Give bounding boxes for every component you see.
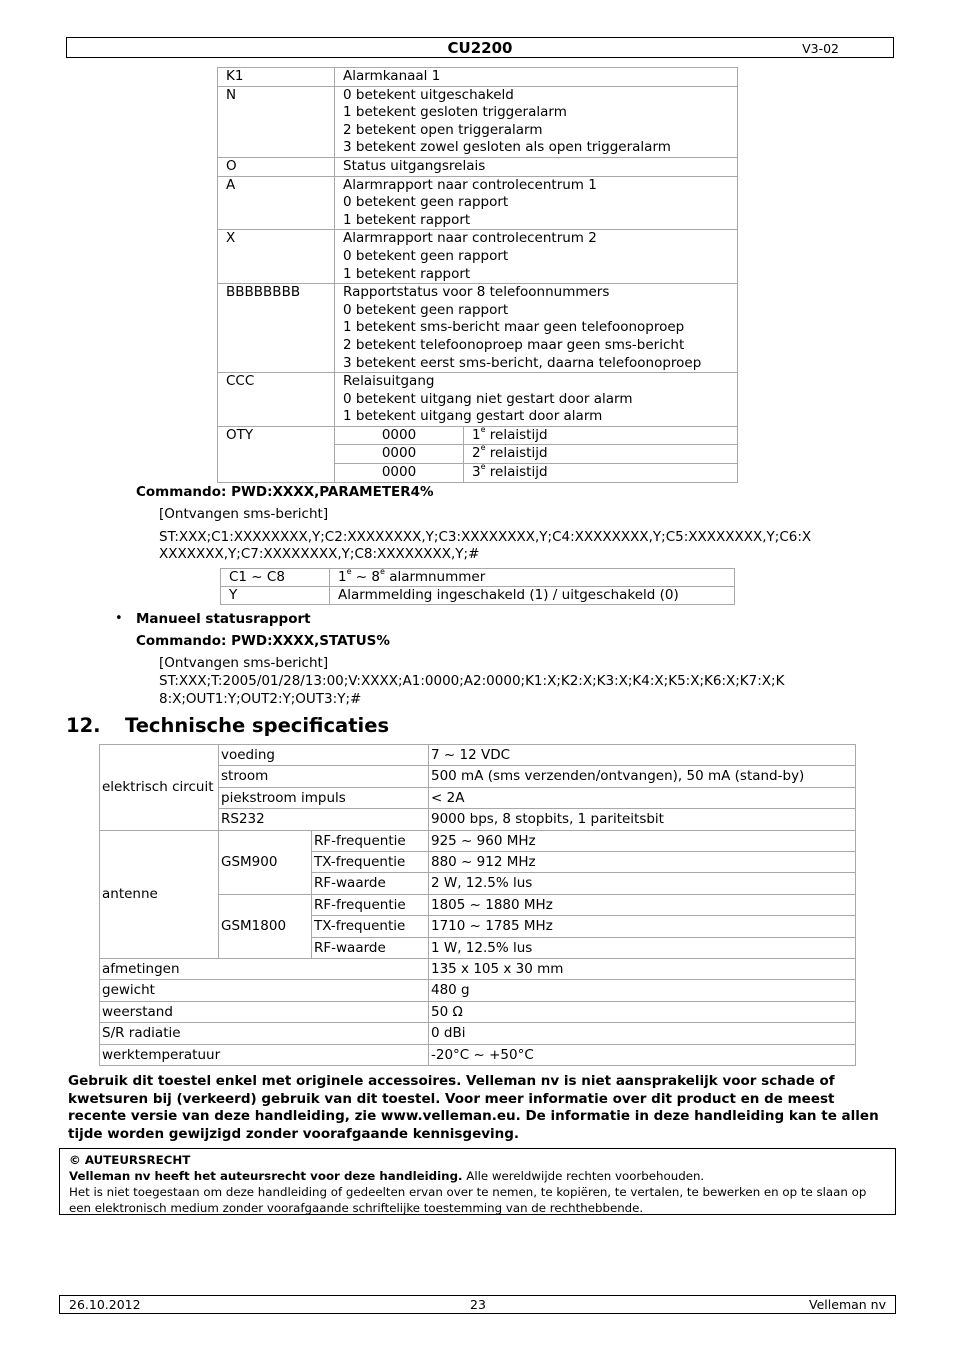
copyright-text: Het is niet toegestaan om deze handleiding of gedeelten ervan over te nemen, te kopiëren, te vertalen, te bewerken en op te slaan op een elektronisch medium zonder voorafgaande schriftelijke toestemming van de rechthebbende. bbox=[69, 1185, 867, 1215]
code-key: K1 bbox=[218, 68, 335, 87]
description-line: Alarmrapport naar controlecentrum 2 bbox=[343, 230, 597, 247]
description-line: 3 betekent zowel gesloten als open triggeralarm bbox=[343, 139, 671, 156]
parameter4-message-line2: XXXXXXX,Y;C7:XXXXXXXX,Y;C8:XXXXXXXX,Y;# bbox=[159, 546, 480, 562]
code-key: N bbox=[218, 86, 335, 157]
footer-date: 26.10.2012 bbox=[69, 1297, 141, 1312]
table-row bbox=[218, 230, 738, 284]
code-key: O bbox=[218, 157, 335, 176]
spec-value: 9000 bps, 8 stopbits, 1 pariteitsbit bbox=[429, 809, 856, 830]
parameter4-message-line1: ST:XXX;C1:XXXXXXXX,Y;C2:XXXXXXXX,Y;C3:XXXXXXXX,Y;C4:XXXXXXXX,Y;C5:XXXXXXXX,Y;C6:X bbox=[159, 529, 812, 545]
parameter4-table bbox=[220, 568, 735, 605]
table-row bbox=[218, 157, 738, 176]
description-line: Alarmrapport naar controlecentrum 1 bbox=[343, 176, 597, 193]
code-description bbox=[335, 86, 738, 157]
relay-label: 2e relaistijd bbox=[464, 445, 738, 464]
table-row bbox=[218, 86, 738, 157]
spec-value: 1710 ~ 1785 MHz bbox=[429, 916, 856, 937]
spec-value: < 2A bbox=[429, 787, 856, 808]
table-row bbox=[100, 1023, 856, 1044]
description-line: Relaisuitgang bbox=[343, 373, 435, 390]
table-row bbox=[221, 569, 735, 587]
spec-label: RF-frequentie bbox=[312, 830, 429, 851]
description-line: 1 betekent uitgang gestart door alarm bbox=[343, 408, 603, 425]
spec-label: piekstroom impuls bbox=[219, 787, 429, 808]
table-row bbox=[218, 426, 738, 445]
doc-title: CU2200 bbox=[447, 39, 513, 57]
table-row bbox=[100, 959, 856, 980]
status-report-title: Manueel statusrapport bbox=[136, 611, 311, 627]
relay-value: 0000 bbox=[335, 464, 464, 483]
description-line: 1 betekent gesloten triggeralarm bbox=[343, 104, 567, 121]
code-description bbox=[335, 176, 738, 230]
spec-group-label: antenne bbox=[100, 830, 219, 958]
table-row bbox=[218, 68, 738, 87]
usage-notice: Gebruik dit toestel enkel met originele accessoires. Velleman nv is niet aansprakelijk voor schade of kwetsuren bij (verkeerd) gebruik van dit toestel. Voor meer informatie over dit product en de meest recente versie van deze handleiding, zie www.velleman.eu. De informatie in deze handleiding kan te allen tijde worden gewijzigd zonder voorafgaande kennisgeving. bbox=[68, 1073, 879, 1142]
spec-value: 7 ~ 12 VDC bbox=[429, 745, 856, 766]
code-description bbox=[335, 373, 738, 427]
spec-value: 2 W, 12.5% lus bbox=[429, 873, 856, 894]
spec-value: -20°C ~ +50°C bbox=[429, 1044, 856, 1065]
status-report-command: Commando: PWD:XXXX,STATUS% bbox=[136, 633, 390, 649]
spec-label: RF-waarde bbox=[312, 937, 429, 958]
spec-label: S/R radiatie bbox=[100, 1023, 429, 1044]
description-line: 0 betekent geen rapport bbox=[343, 194, 509, 211]
table-row bbox=[218, 284, 738, 373]
description-line: Status uitgangsrelais bbox=[343, 157, 486, 174]
page-footer bbox=[59, 1295, 896, 1314]
spec-label: TX-frequentie bbox=[312, 916, 429, 937]
spec-value: 1805 ~ 1880 MHz bbox=[429, 894, 856, 915]
table-row bbox=[100, 1044, 856, 1065]
page-header bbox=[66, 37, 894, 58]
description-line: 0 betekent uitgang niet gestart door alarm bbox=[343, 390, 633, 407]
description-line: 0 betekent uitgeschakeld bbox=[343, 86, 514, 103]
param-key: Y bbox=[221, 587, 330, 605]
description-line: Rapportstatus voor 8 telefoonnummers bbox=[343, 284, 610, 301]
spec-value: 880 ~ 912 MHz bbox=[429, 852, 856, 873]
table-row bbox=[221, 587, 735, 605]
specs-table bbox=[99, 744, 856, 1066]
spec-subgroup-label: GSM1800 bbox=[219, 894, 312, 958]
description-line: 0 betekent geen rapport bbox=[343, 301, 509, 318]
relay-label: 3e relaistijd bbox=[464, 464, 738, 483]
param-value: 1e ~ 8e alarmnummer bbox=[330, 569, 735, 587]
spec-value: 50 Ω bbox=[429, 1001, 856, 1022]
spec-label: RF-frequentie bbox=[312, 894, 429, 915]
spec-label: voeding bbox=[219, 745, 429, 766]
spec-value: 135 x 105 x 30 mm bbox=[429, 959, 856, 980]
section-number: 12. bbox=[66, 714, 101, 737]
table-row bbox=[218, 176, 738, 230]
section-heading bbox=[66, 714, 389, 737]
description-line: 1 betekent sms-bericht maar geen telefoonoproep bbox=[343, 319, 685, 336]
spec-label: RS232 bbox=[219, 809, 429, 830]
code-description bbox=[335, 230, 738, 284]
relay-label: 1e relaistijd bbox=[464, 426, 738, 445]
relay-value: 0000 bbox=[335, 426, 464, 445]
status-code-table bbox=[217, 67, 738, 483]
spec-value: 925 ~ 960 MHz bbox=[429, 830, 856, 851]
table-row bbox=[100, 745, 856, 766]
copyright-title: © AUTEURSRECHT bbox=[69, 1153, 191, 1167]
description-line: 0 betekent geen rapport bbox=[343, 247, 509, 264]
spec-label: RF-waarde bbox=[312, 873, 429, 894]
code-key: A bbox=[218, 176, 335, 230]
copyright-statement: Velleman nv heeft het auteursrecht voor deze handleiding. Alle wereldwijde rechten voorbehouden. bbox=[69, 1169, 705, 1183]
description-line: Alarmkanaal 1 bbox=[343, 68, 441, 84]
description-line: 1 betekent rapport bbox=[343, 211, 471, 228]
table-row bbox=[100, 980, 856, 1001]
footer-company: Velleman nv bbox=[809, 1297, 886, 1312]
spec-label: afmetingen bbox=[100, 959, 429, 980]
page-number: 23 bbox=[470, 1297, 486, 1312]
spec-label: werktemperatuur bbox=[100, 1044, 429, 1065]
code-key: OTY bbox=[218, 426, 335, 482]
spec-label: TX-frequentie bbox=[312, 852, 429, 873]
bullet-icon: • bbox=[115, 611, 123, 626]
param-key: C1 ~ C8 bbox=[221, 569, 330, 587]
spec-value: 0 dBi bbox=[429, 1023, 856, 1044]
code-key: X bbox=[218, 230, 335, 284]
relay-value: 0000 bbox=[335, 445, 464, 464]
param-value: Alarmmelding ingeschakeld (1) / uitgeschakeld (0) bbox=[330, 587, 735, 605]
table-row bbox=[218, 373, 738, 427]
status-message-line1: ST:XXX;T:2005/01/28/13:00;V:XXXX;A1:0000;A2:0000;K1:X;K2:X;K3:X;K4:X;K5:X;K6:X;K7:X;K bbox=[159, 673, 785, 689]
parameter4-received-label: [Ontvangen sms-bericht] bbox=[159, 506, 329, 522]
spec-label: weerstand bbox=[100, 1001, 429, 1022]
status-message-line2: 8:X;OUT1:Y;OUT2:Y;OUT3:Y;# bbox=[159, 691, 362, 707]
spec-value: 480 g bbox=[429, 980, 856, 1001]
parameter4-command: Commando: PWD:XXXX,PARAMETER4% bbox=[136, 484, 434, 500]
spec-value: 1 W, 12.5% lus bbox=[429, 937, 856, 958]
copyright-box bbox=[59, 1148, 896, 1215]
section-title: Technische specificaties bbox=[125, 714, 390, 737]
spec-subgroup-label: GSM900 bbox=[219, 830, 312, 894]
description-line: 2 betekent telefoonoproep maar geen sms-bericht bbox=[343, 336, 685, 353]
code-description bbox=[335, 68, 738, 87]
spec-label: gewicht bbox=[100, 980, 429, 1001]
code-key: CCC bbox=[218, 373, 335, 427]
description-line: 3 betekent eerst sms-bericht, daarna telefoonoproep bbox=[343, 354, 702, 371]
description-line: 1 betekent rapport bbox=[343, 265, 471, 282]
spec-label: stroom bbox=[219, 766, 429, 787]
description-line: 2 betekent open triggeralarm bbox=[343, 121, 543, 138]
doc-version: V3-02 bbox=[802, 41, 839, 56]
table-row bbox=[100, 1001, 856, 1022]
code-description bbox=[335, 284, 738, 373]
code-key: BBBBBBBB bbox=[218, 284, 335, 373]
spec-group-label: elektrisch circuit bbox=[100, 745, 219, 831]
status-received-label: [Ontvangen sms-bericht] bbox=[159, 655, 329, 671]
table-row bbox=[100, 830, 856, 851]
spec-value: 500 mA (sms verzenden/ontvangen), 50 mA (stand-by) bbox=[429, 766, 856, 787]
code-description bbox=[335, 157, 738, 176]
